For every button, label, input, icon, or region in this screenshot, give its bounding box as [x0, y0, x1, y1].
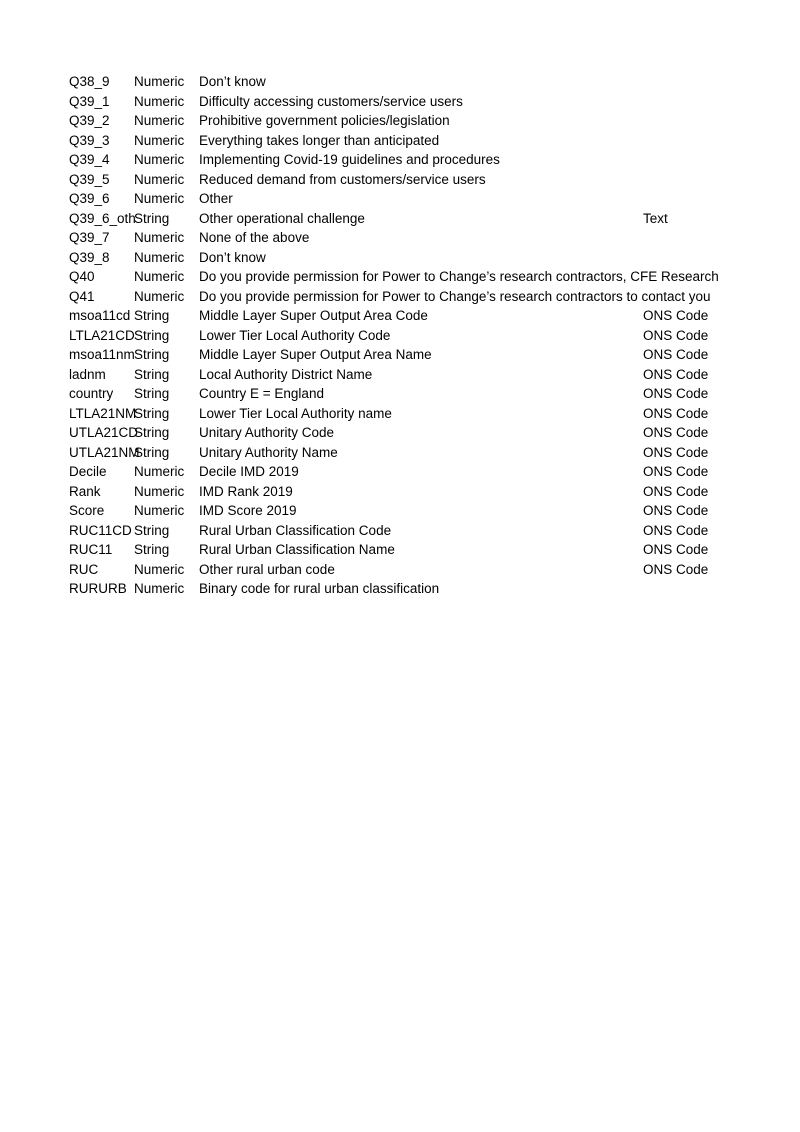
variable-description-cell: Implementing Covid-19 guidelines and procedures: [199, 152, 500, 167]
variable-type-cell: String: [134, 366, 170, 382]
variable-name-cell: LTLA21NM: [69, 405, 137, 421]
table-row: [69, 209, 708, 229]
variable-type-cell: Numeric: [134, 561, 185, 577]
variable-name-cell: Rank: [69, 483, 101, 499]
table-row: [69, 189, 708, 209]
table-row: [69, 170, 708, 190]
variable-type-cell: String: [134, 522, 170, 538]
variable-note-cell: ONS Code: [643, 308, 709, 323]
variable-note-cell: ONS Code: [643, 347, 709, 362]
variable-note-cell: Text: [643, 210, 668, 226]
variable-type-cell: Numeric: [134, 503, 185, 518]
table-row: [69, 540, 708, 560]
table-row: [69, 72, 708, 92]
variable-name-cell: Q39_6: [69, 191, 110, 206]
variable-note-cell: ONS Code: [643, 366, 709, 382]
variable-type-cell: Numeric: [134, 269, 185, 284]
variable-name-cell: RUC11: [69, 542, 113, 557]
variable-note-cell: ONS Code: [643, 561, 709, 577]
variable-type-cell: String: [134, 347, 170, 362]
variable-note-cell: ONS Code: [643, 483, 709, 499]
variable-type-cell: Numeric: [134, 113, 185, 128]
variable-description-cell: Prohibitive government policies/legislation: [199, 113, 450, 128]
variable-name-cell: RUC11CD: [69, 522, 132, 538]
variable-note-cell: ONS Code: [643, 503, 709, 518]
variable-name-cell: Q39_8: [69, 249, 110, 265]
variable-description-cell: Other: [199, 191, 233, 206]
table-row: [69, 111, 708, 131]
table-row: [69, 306, 708, 326]
variable-type-cell: String: [134, 327, 170, 343]
variable-description-cell: Lower Tier Local Authority name: [199, 405, 392, 421]
variable-description-cell: Reduced demand from customers/service users: [199, 171, 486, 187]
table-row: [69, 92, 708, 112]
table-row: [69, 482, 708, 502]
table-row: [69, 365, 708, 385]
variable-description-cell: Don’t know: [199, 249, 266, 265]
variable-note-cell: ONS Code: [643, 464, 709, 479]
table-row: [69, 579, 708, 599]
variable-note-cell: ONS Code: [643, 327, 709, 343]
variable-type-cell: Numeric: [134, 74, 185, 89]
table-row: [69, 228, 708, 248]
variable-name-cell: Score: [69, 503, 105, 518]
variable-name-cell: Decile: [69, 464, 107, 479]
variable-type-cell: String: [134, 308, 170, 323]
variable-description-cell: Local Authority District Name: [199, 366, 373, 382]
table-row: [69, 521, 708, 541]
variable-description-cell: Unitary Authority Code: [199, 425, 335, 440]
variable-note-cell: ONS Code: [643, 386, 709, 401]
variable-name-cell: Q39_5: [69, 171, 110, 187]
variable-type-cell: Numeric: [134, 288, 185, 304]
variable-description-cell: Lower Tier Local Authority Code: [199, 327, 391, 343]
table-row: [69, 267, 719, 287]
variable-name-cell: ladnm: [69, 366, 106, 382]
variable-description-cell: Do you provide permission for Power to Change’s research contractors, CFE Research: [199, 269, 719, 284]
variable-name-cell: country: [69, 386, 114, 401]
table-row: [69, 423, 708, 443]
variable-description-cell: Everything takes longer than anticipated: [199, 132, 440, 148]
variable-type-cell: Numeric: [134, 152, 185, 167]
table-row: [69, 150, 708, 170]
variable-name-cell: RURURB: [69, 581, 127, 596]
variable-name-cell: Q39_7: [69, 230, 110, 245]
variable-name-cell: Q39_6_oth: [69, 210, 136, 226]
table-row: [69, 345, 708, 365]
variable-description-cell: Decile IMD 2019: [199, 464, 299, 479]
table-row: [69, 560, 708, 580]
variable-type-cell: Numeric: [134, 230, 185, 245]
variable-note-cell: ONS Code: [643, 542, 709, 557]
variable-description-cell: IMD Rank 2019: [199, 483, 293, 499]
variable-description-cell: Unitary Authority Name: [199, 444, 338, 460]
variable-description-cell: Rural Urban Classification Name: [199, 542, 395, 557]
variable-note-cell: ONS Code: [643, 522, 709, 538]
variable-description-cell: Do you provide permission for Power to Change’s research contractors to contact you: [199, 288, 711, 304]
variable-table: [69, 72, 719, 599]
variable-type-cell: Numeric: [134, 93, 185, 109]
table-row: [69, 404, 708, 424]
variable-type-cell: String: [134, 386, 170, 401]
variable-name-cell: msoa11nm: [69, 347, 135, 362]
variable-name-cell: UTLA21NM: [69, 444, 140, 460]
variable-description-cell: Difficulty accessing customers/service users: [199, 93, 463, 109]
variable-name-cell: UTLA21CD: [69, 425, 139, 440]
variable-description-cell: None of the above: [199, 230, 310, 245]
variable-type-cell: Numeric: [134, 191, 185, 206]
table-row: [69, 443, 708, 463]
variable-note-cell: ONS Code: [643, 444, 709, 460]
variable-description-cell: Rural Urban Classification Code: [199, 522, 392, 538]
table-row: [69, 326, 708, 346]
variable-type-cell: Numeric: [134, 171, 185, 187]
variable-description-cell: Don’t know: [199, 74, 266, 89]
table-row: [69, 462, 708, 482]
table-row: [69, 248, 708, 268]
variable-note-cell: ONS Code: [643, 405, 709, 421]
variable-name-cell: Q39_3: [69, 132, 110, 148]
variable-type-cell: String: [134, 542, 170, 557]
variable-type-cell: Numeric: [134, 483, 185, 499]
variable-description-cell: IMD Score 2019: [199, 503, 297, 518]
table-row: [69, 501, 708, 521]
variable-name-cell: RUC: [69, 561, 99, 577]
variable-name-cell: LTLA21CD: [69, 327, 135, 343]
variable-name-cell: Q39_4: [69, 152, 110, 167]
variable-description-cell: Middle Layer Super Output Area Name: [199, 347, 432, 362]
variable-description-cell: Binary code for rural urban classification: [199, 581, 440, 596]
variable-type-cell: String: [134, 210, 170, 226]
variable-name-cell: Q41: [69, 288, 95, 304]
variable-type-cell: Numeric: [134, 581, 185, 596]
table-row: [69, 384, 708, 404]
table-row: [69, 287, 711, 307]
variable-type-cell: Numeric: [134, 249, 185, 265]
variable-name-cell: Q40: [69, 269, 95, 284]
variable-description-cell: Other operational challenge: [199, 210, 365, 226]
variable-type-cell: String: [134, 405, 170, 421]
table-row: [69, 131, 708, 151]
variable-type-cell: Numeric: [134, 464, 185, 479]
variable-description-cell: Country E = England: [199, 386, 324, 401]
variable-type-cell: String: [134, 425, 170, 440]
variable-description-cell: Other rural urban code: [199, 561, 335, 577]
variable-name-cell: Q39_2: [69, 113, 110, 128]
variable-note-cell: ONS Code: [643, 425, 709, 440]
variable-name-cell: Q38_9: [69, 74, 110, 89]
variable-name-cell: msoa11cd: [69, 308, 131, 323]
variable-name-cell: Q39_1: [69, 93, 110, 109]
variable-type-cell: String: [134, 444, 170, 460]
variable-type-cell: Numeric: [134, 132, 185, 148]
variable-description-cell: Middle Layer Super Output Area Code: [199, 308, 428, 323]
